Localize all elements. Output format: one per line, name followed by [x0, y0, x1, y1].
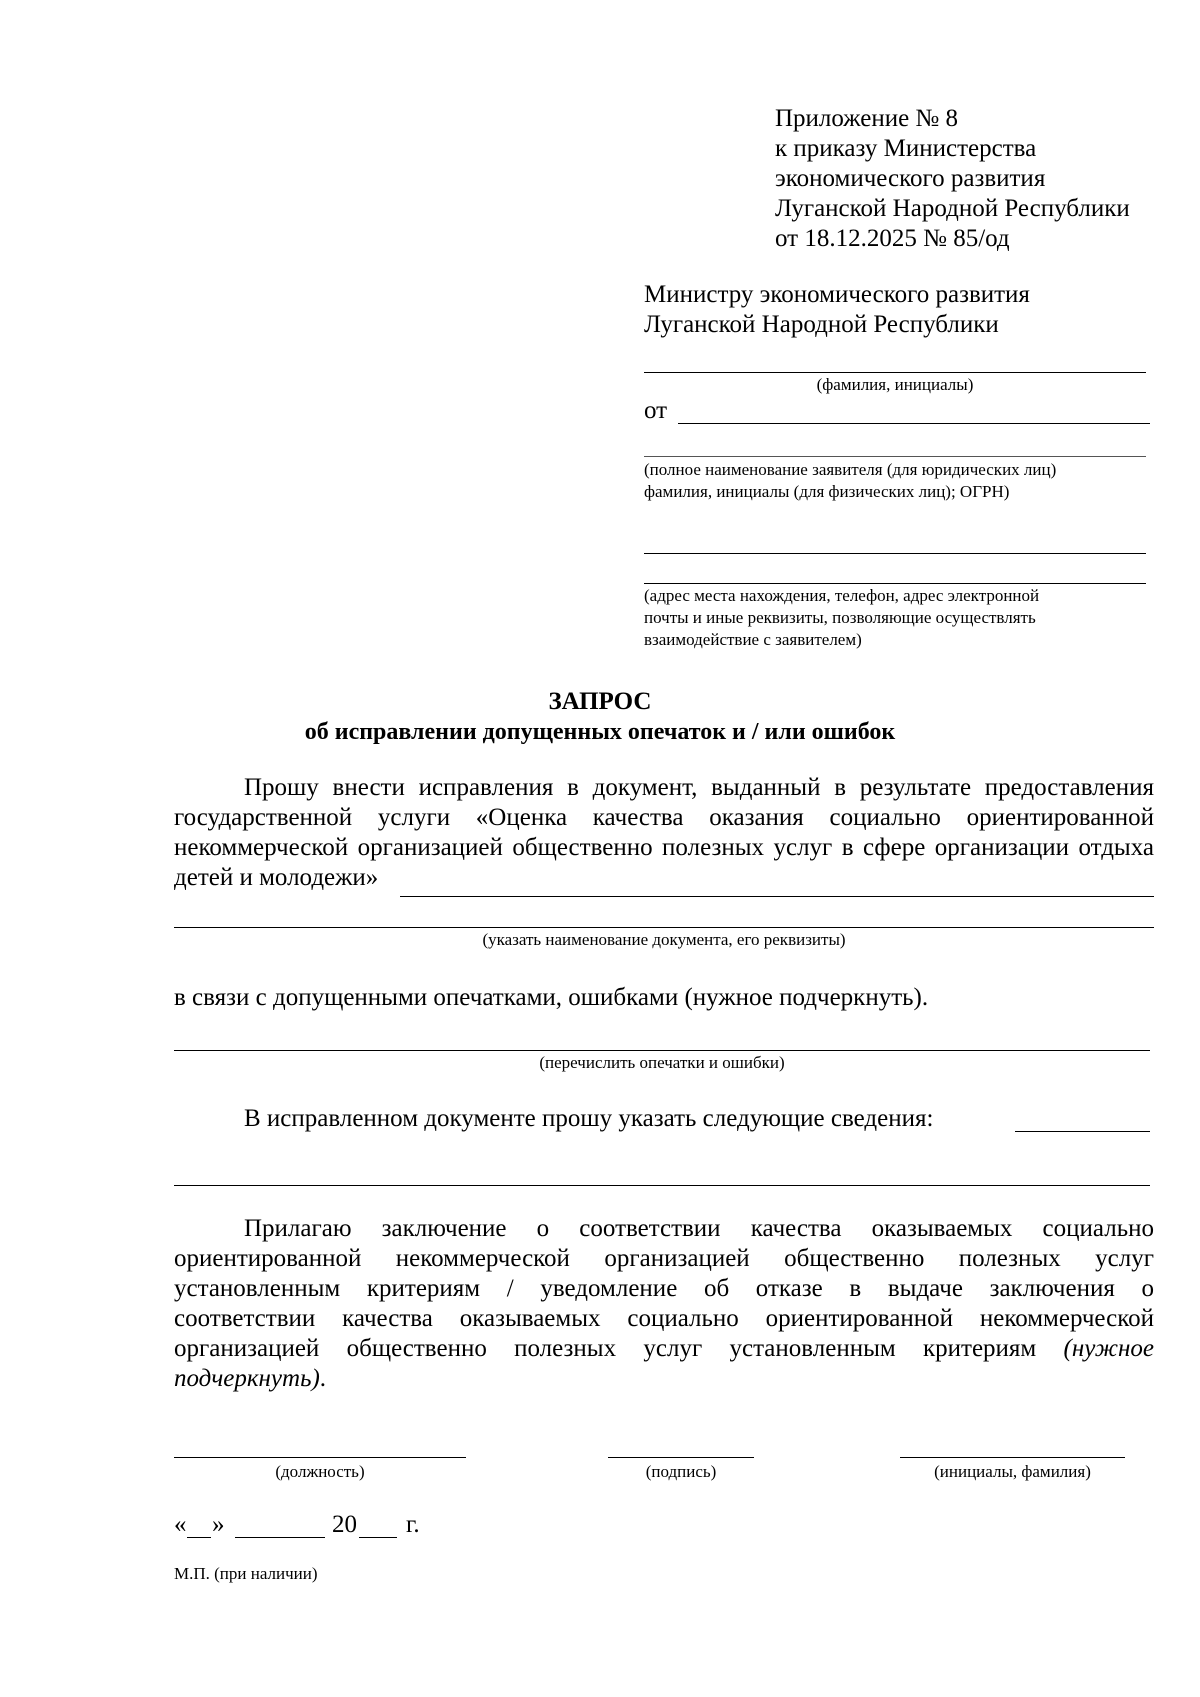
attachment-note-start: (нужное [1063, 1335, 1155, 1362]
annex-block [775, 104, 1175, 254]
caption-document: (указать наименование документа, его реквизиты) [482, 930, 846, 949]
document-title: ЗАПРОС [548, 688, 652, 715]
address-field-1[interactable] [644, 553, 1146, 554]
annex-date: от 18.12.2025 № 85/од [775, 225, 1010, 252]
caption-address-line-3: взаимодействие с заявителем) [644, 630, 862, 649]
annex-order: к приказу Министерства [775, 135, 1037, 162]
document-name-field-2[interactable] [174, 927, 1154, 928]
request-line-4: детей и молодежи» [174, 864, 379, 891]
attachment-period: . [319, 1365, 327, 1392]
caption-name: (инициалы, фамилия) [934, 1462, 1091, 1481]
attachment-line-6 [174, 1364, 1154, 1394]
address-field-2[interactable] [644, 583, 1146, 584]
paragraph-errors: в связи с допущенными опечатками, ошибками (нужное подчеркнуть). [174, 984, 929, 1011]
attachment-line-4: соответствии качества оказываемых социально ориентированной некоммерческой [174, 1305, 1154, 1332]
date-year-prefix: 20 [332, 1511, 357, 1538]
date-day-field[interactable] [187, 1537, 211, 1538]
date-year-field[interactable] [359, 1537, 397, 1538]
date-year-suffix: г. [406, 1511, 420, 1538]
request-line-1: Прошу внести исправления в документ, выданный в результате предоставления [244, 774, 1154, 801]
attachment-line-5-text: организацией общественно полезных услуг установленным критериям [174, 1335, 1037, 1362]
addressee-line-1: Министру экономического развития [644, 281, 1030, 308]
corrected-info-field-2[interactable] [174, 1185, 1150, 1186]
caption-applicant [644, 459, 1164, 503]
caption-errors: (перечислить опечатки и ошибки) [539, 1053, 785, 1072]
name-field[interactable] [900, 1457, 1125, 1458]
caption-address-line-1: (адрес места нахождения, телефон, адрес электронной [644, 586, 1040, 605]
request-line-3: некоммерческой организацией общественно полезных услуг в сфере организации отдыха [174, 834, 1154, 861]
date-month-field[interactable] [235, 1537, 325, 1538]
paragraph-attachment [174, 1214, 1154, 1394]
caption-address-line-2: почты и иные реквизиты, позволяющие осуществлять [644, 608, 1036, 627]
position-field[interactable] [174, 1457, 466, 1458]
paragraph-request [174, 773, 1154, 893]
paragraph-corrected-info: В исправленном документе прошу указать следующие сведения: [244, 1105, 934, 1132]
errors-field[interactable] [174, 1050, 1150, 1051]
attachment-note-end: подчеркнуть) [174, 1365, 320, 1392]
signature-field[interactable] [608, 1457, 754, 1458]
caption-applicant-line-2: фамилия, инициалы (для физических лиц); ОГРН) [644, 482, 1010, 501]
caption-address [644, 585, 1164, 651]
annex-republic: Луганской Народной Республики [775, 195, 1130, 222]
request-line-2: государственной услуги «Оценка качества оказания социально ориентированной [174, 804, 1154, 831]
addressee-block [644, 280, 1164, 340]
attachment-line-1: Прилагаю заключение о соответствии качества оказываемых социально [244, 1215, 1154, 1242]
applicant-field-2[interactable] [644, 456, 1146, 457]
date-close-quote: » [212, 1511, 225, 1538]
date-line [174, 1510, 574, 1542]
caption-applicant-line-1: (полное наименование заявителя (для юридических лиц) [644, 460, 1057, 479]
corrected-info-field-1[interactable] [1015, 1131, 1150, 1132]
attachment-line-2: ориентированной некоммерческой организацией общественно полезных услуг [174, 1245, 1154, 1272]
from-label: от [644, 397, 668, 424]
document-name-field-1[interactable] [400, 896, 1154, 897]
applicant-field-1[interactable] [678, 423, 1150, 424]
stamp-note: М.П. (при наличии) [174, 1564, 318, 1583]
attachment-line-5 [174, 1334, 1154, 1364]
minister-name-field[interactable] [644, 372, 1146, 373]
annex-ministry: экономического развития [775, 165, 1046, 192]
date-open-quote: « [174, 1511, 187, 1538]
addressee-line-2: Луганской Народной Республики [644, 311, 999, 338]
annex-number: Приложение № 8 [775, 105, 959, 132]
caption-signature: (подпись) [645, 1462, 717, 1481]
caption-minister-name: (фамилия, инициалы) [816, 375, 974, 394]
attachment-line-3: установленным критериям / уведомление об отказе в выдаче заключения о [174, 1275, 1154, 1302]
document-subtitle: об исправлении допущенных опечаток и / или ошибок [304, 719, 896, 745]
caption-position: (должность) [275, 1462, 365, 1481]
